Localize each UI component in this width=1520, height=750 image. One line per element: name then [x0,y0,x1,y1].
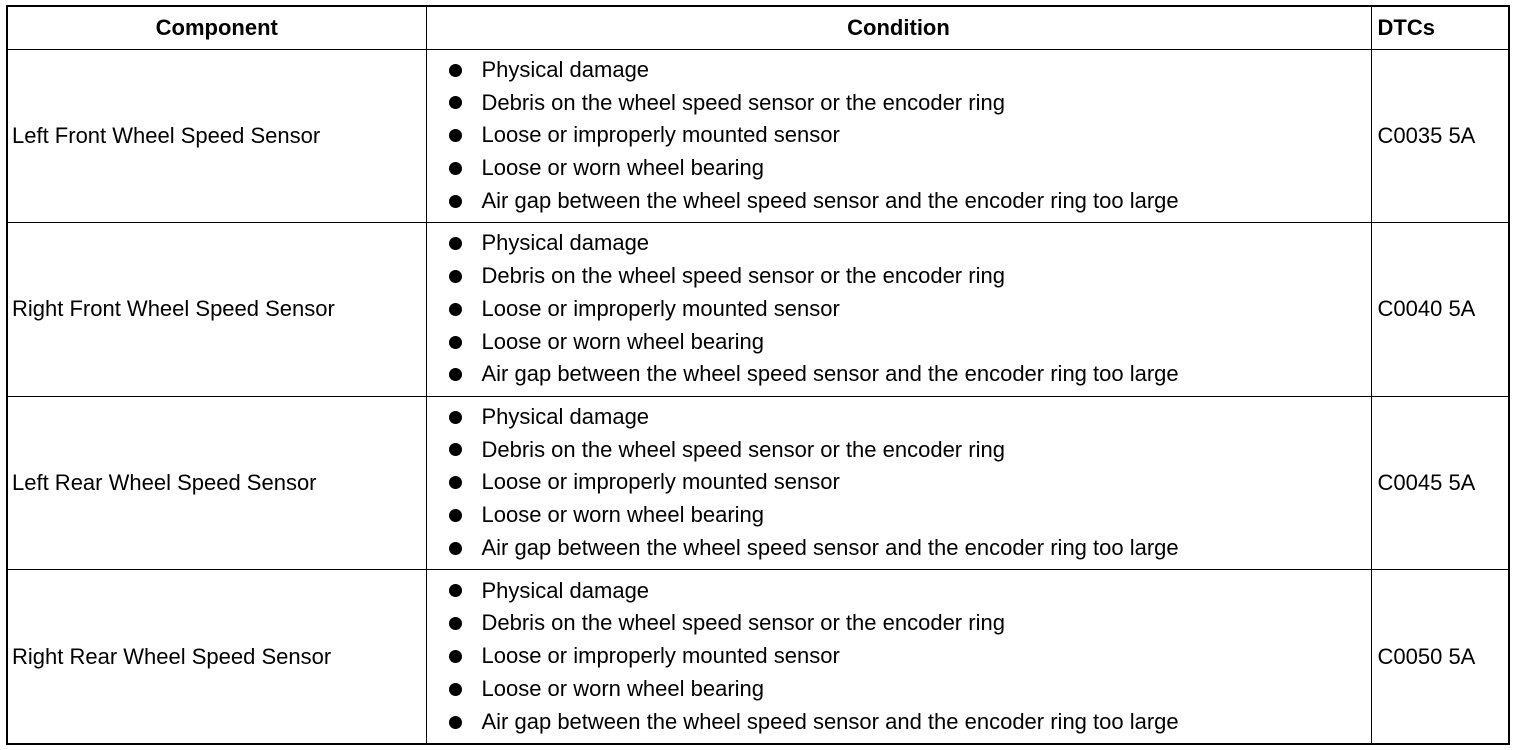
component-cell: Left Front Wheel Speed Sensor [8,49,426,223]
condition-text: Loose or worn wheel bearing [481,155,765,181]
table-row [8,396,1508,570]
condition-text: Loose or worn wheel bearing [481,675,765,701]
condition-item [449,152,1371,185]
dtc-cell: C0040 5A [1371,223,1508,397]
bullet-icon [449,195,462,208]
condition-list [449,575,1371,739]
bullet-icon [449,64,462,77]
condition-item [449,434,1371,467]
bullet-icon [449,716,462,729]
condition-text: Debris on the wheel speed sensor or the encoder ring [481,89,1005,115]
condition-text: Debris on the wheel speed sensor or the encoder ring [481,436,1005,462]
condition-list [449,54,1371,218]
condition-text: Air gap between the wheel speed sensor and the encoder ring too large [481,534,1179,560]
condition-text: Loose or worn wheel bearing [481,328,765,354]
condition-item [449,640,1371,673]
bullet-icon [449,584,462,597]
condition-list [449,401,1371,565]
bullet-icon [449,443,462,456]
condition-item [449,119,1371,152]
column-header-dtcs: DTCs [1371,7,1508,49]
condition-item [449,532,1371,565]
bullet-icon [449,650,462,663]
condition-cell [426,223,1371,397]
column-header-component: Component [8,7,426,49]
bullet-icon [449,303,462,316]
bullet-icon [449,336,462,349]
condition-text: Air gap between the wheel speed sensor and the encoder ring too large [481,361,1179,387]
condition-item [449,326,1371,359]
column-header-condition: Condition [426,7,1371,49]
bullet-icon [449,237,462,250]
diagnostic-table [8,7,1508,743]
condition-text: Debris on the wheel speed sensor or the encoder ring [481,610,1005,636]
table-row [8,570,1508,744]
bullet-icon [449,129,462,142]
bullet-icon [449,368,462,381]
condition-item [449,575,1371,608]
component-cell: Right Front Wheel Speed Sensor [8,223,426,397]
condition-item [449,293,1371,326]
condition-item [449,401,1371,434]
component-cell: Left Rear Wheel Speed Sensor [8,396,426,570]
bullet-icon [449,509,462,522]
condition-text: Physical damage [481,577,650,603]
condition-item [449,673,1371,706]
condition-item [449,227,1371,260]
condition-text: Physical damage [481,230,650,256]
dtc-cell: C0050 5A [1371,570,1508,744]
bullet-icon [449,411,462,424]
condition-text: Loose or worn wheel bearing [481,502,765,528]
condition-item [449,185,1371,218]
condition-item [449,466,1371,499]
table-row [8,223,1508,397]
bullet-icon [449,617,462,630]
bullet-icon [449,270,462,283]
dtc-cell: C0035 5A [1371,49,1508,223]
condition-item [449,54,1371,87]
bullet-icon [449,96,462,109]
condition-cell [426,49,1371,223]
table-row [8,49,1508,223]
condition-cell [426,396,1371,570]
table-header-row [8,7,1508,49]
condition-text: Loose or improperly mounted sensor [481,643,840,669]
diagnostic-table-container [6,5,1510,745]
condition-text: Physical damage [481,403,650,429]
bullet-icon [449,162,462,175]
bullet-icon [449,542,462,555]
condition-item [449,706,1371,739]
condition-item [449,607,1371,640]
condition-text: Debris on the wheel speed sensor or the encoder ring [481,263,1005,289]
condition-item [449,87,1371,120]
condition-cell [426,570,1371,744]
condition-text: Loose or improperly mounted sensor [481,469,840,495]
bullet-icon [449,683,462,696]
component-cell: Right Rear Wheel Speed Sensor [8,570,426,744]
condition-text: Loose or improperly mounted sensor [481,295,840,321]
condition-text: Air gap between the wheel speed sensor and the encoder ring too large [481,708,1179,734]
condition-list [449,227,1371,391]
condition-text: Physical damage [481,56,650,82]
condition-item [449,499,1371,532]
table-body [8,49,1508,743]
condition-text: Loose or improperly mounted sensor [481,122,840,148]
condition-item [449,358,1371,391]
dtc-cell: C0045 5A [1371,396,1508,570]
condition-item [449,260,1371,293]
condition-text: Air gap between the wheel speed sensor and the encoder ring too large [481,187,1179,213]
bullet-icon [449,476,462,489]
